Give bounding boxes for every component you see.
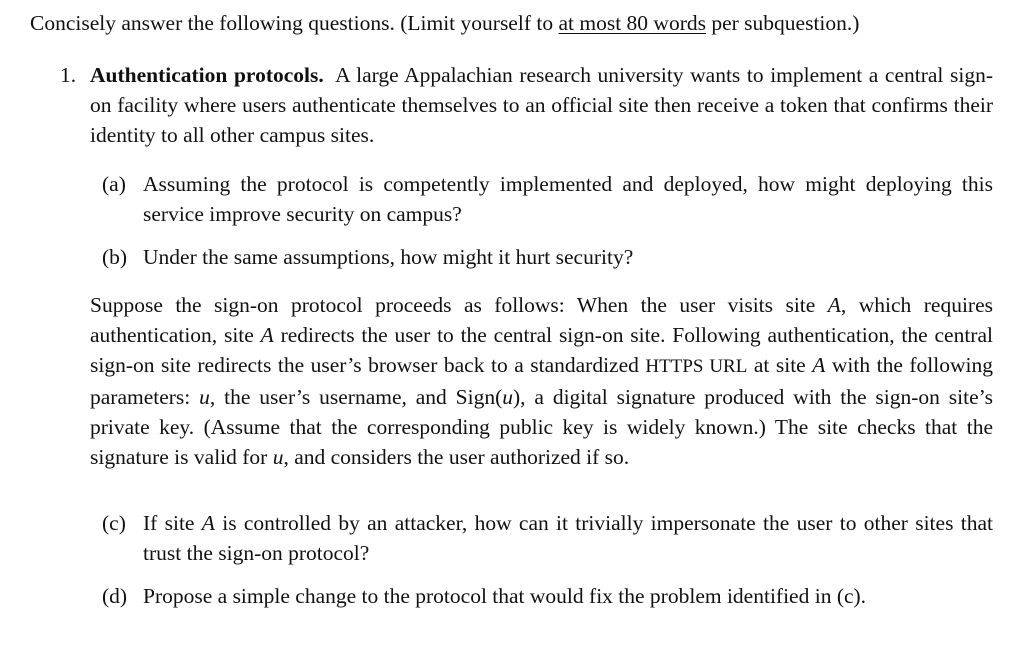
protocol-text-7: ), a digital signature produced with the sign-on site’s private key. (Assume that the corresponding public key is widely known.) The site checks that the signature is valid for <box>90 385 993 469</box>
protocol-text-4: at site <box>747 353 813 377</box>
subquestion-d-text: Propose a simple change to the protocol that would fix the problem identified in (c). <box>143 584 867 608</box>
protocol-text-1: Suppose the sign-on protocol proceeds as follows: When the user visits site <box>90 293 828 317</box>
protocol-text-8: , and considers the user authorized if so. <box>283 445 630 469</box>
username-symbol: u <box>272 445 284 469</box>
subquestion-a-text: Assuming the protocol is competently implemented and deployed, how might deploying this service improve security on campus? <box>143 172 993 226</box>
https-url-term: HTTPS URL <box>645 356 748 377</box>
instructions-text-after: per subquestion.) <box>705 11 860 35</box>
subquestion-c-text-2: is controlled by an attacker, how can it trivially impersonate the user to other sites that trust the sign-on protocol? <box>143 511 993 565</box>
protocol-text-6: , the user’s username, and Sign( <box>209 385 503 409</box>
protocol-text-5: with the following parameters: <box>90 353 993 409</box>
site-a-symbol: A <box>827 293 841 317</box>
protocol-text-3: redirects the user to the central sign-on site. Following authentication, the central sign-on site redirects the user’s browser back to a standardized <box>90 323 993 377</box>
subquestion-a <box>90 169 993 229</box>
site-a-symbol: A <box>260 323 274 347</box>
question-intro-text: A large Appalachian research university wants to implement a central sign-on facility where users authenticate themselves to an official site then receive a token that confirms their identity to all other campus sites. <box>90 63 993 147</box>
username-symbol: u <box>199 385 210 409</box>
instructions-text-before: Concisely answer the following questions. (Limit yourself to <box>30 11 559 35</box>
subquestion-c-text-1: If site <box>143 511 202 535</box>
question-number: 1. <box>60 63 77 87</box>
subquestion-b <box>90 242 993 272</box>
site-a-symbol: A <box>812 353 826 377</box>
subquestion-a-label: (a) <box>102 172 126 196</box>
subquestion-b-text: Under the same assumptions, how might it hurt security? <box>143 245 634 269</box>
subquestion-d <box>90 581 993 611</box>
instructions-line <box>30 8 1010 38</box>
subquestion-b-label: (b) <box>102 245 128 269</box>
question-intro <box>90 60 993 150</box>
site-a-symbol: A <box>201 511 215 535</box>
username-symbol: u <box>502 385 513 409</box>
subquestion-d-label: (d) <box>102 584 128 608</box>
subquestion-c <box>90 508 993 568</box>
protocol-description <box>90 290 993 472</box>
word-limit-underlined: at most 80 words <box>558 11 706 35</box>
question-1 <box>60 60 993 611</box>
subquestion-c-label: (c) <box>102 511 126 535</box>
question-title: Authentication protocols. <box>90 63 324 87</box>
protocol-text-2: , which requires authentication, site <box>90 293 993 347</box>
